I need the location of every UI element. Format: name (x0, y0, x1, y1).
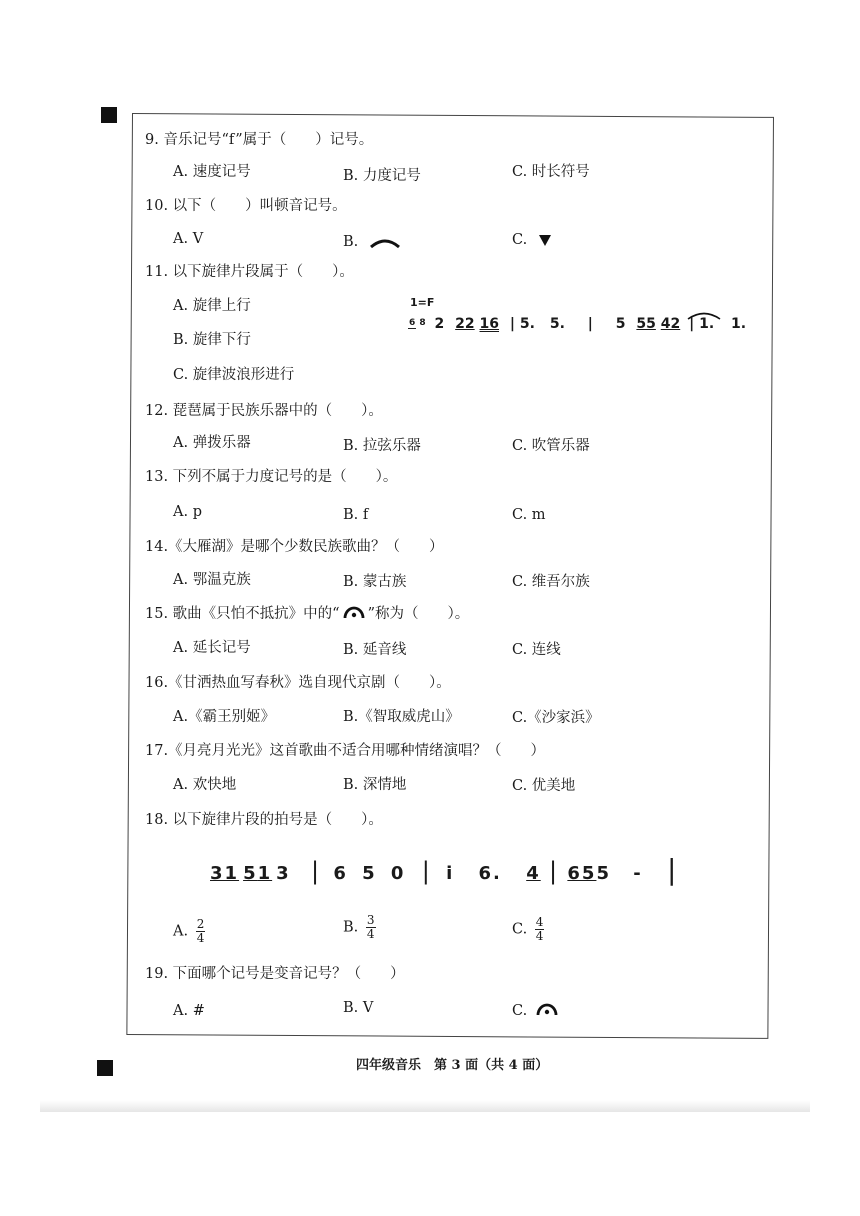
question-15-pre: 15. 歌曲《只怕不抵抗》中的“ (145, 606, 340, 622)
score-11-note: 55 (636, 316, 656, 332)
q15-option-c: C. 连线 (512, 642, 561, 658)
q16-option-a: A.《霸王别姬》 (173, 709, 276, 725)
q19-option-a: A. # (173, 1003, 205, 1019)
score-11-note: 2 (434, 316, 445, 332)
score-18-barline: | (549, 857, 560, 885)
score-11-note: 42 (660, 316, 681, 332)
q13-option-b: B. f (343, 507, 369, 523)
question-13: 13. 下列不属于力度记号的是（ ）。 (145, 469, 398, 485)
score-11-note: 5. (549, 316, 565, 332)
score-11-note: 5 (615, 316, 626, 332)
question-15-post: ”称为（ ）。 (367, 606, 470, 622)
question-19: 19. 下面哪个记号是变音记号？（ ） (145, 966, 405, 982)
q18-option-b (343, 914, 376, 941)
page-footer: 四年级音乐 第 3 面（共 4 面） (356, 1058, 549, 1073)
q18-option-a (173, 918, 205, 945)
fermata-icon (343, 605, 365, 619)
q17-option-b: B. 深情地 (343, 777, 407, 793)
q13-option-c: C. m (512, 507, 546, 523)
q17-option-a: A. 欢快地 (173, 777, 237, 793)
q14-option-c: C. 维吾尔族 (512, 574, 590, 590)
q9-option-c: C. 时长符号 (512, 164, 590, 180)
q15-option-a: A. 延长记号 (173, 640, 251, 656)
q19-option-b: B. V (343, 1000, 374, 1016)
question-10: 10. 以下（ ）叫顿音记号。 (145, 198, 347, 214)
scan-edge-shadow (40, 1100, 810, 1112)
score-11 (410, 296, 434, 309)
question-17: 17.《月亮月光光》这首歌曲不适合用哪种情绪演唱？（ ） (145, 743, 546, 759)
q18-option-a-label: A. (173, 923, 189, 940)
question-15 (145, 604, 469, 624)
q10-option-a: A. V (173, 231, 204, 247)
score-18-note: i (446, 863, 455, 884)
score-18-dash: - (633, 863, 643, 884)
q17-option-c: C. 优美地 (512, 778, 576, 794)
score-18-note: 5 (243, 863, 258, 884)
score-11-barline: | (509, 316, 516, 332)
q16-option-b: B.《智取威虎山》 (343, 709, 460, 725)
q11-option-a: A. 旋律上行 (173, 298, 251, 314)
score-18-barline: | (310, 857, 322, 885)
score-11-time-signature: 6 8 (409, 318, 426, 328)
score-11-barline: | (689, 316, 695, 332)
question-9: 9. 音乐记号“f”属于（ ）记号。 (145, 132, 374, 148)
q18-option-c-fraction: $\frac{4}{4}$ (535, 915, 544, 943)
q9-option-a: A. 速度记号 (173, 164, 251, 180)
q13-option-a: A. p (173, 504, 202, 520)
score-11-tie-icon (686, 310, 722, 320)
q10-option-c-label: C. (512, 232, 528, 248)
score-11-note: 5. (519, 316, 535, 332)
score-18 (210, 853, 679, 886)
q10-option-c (512, 230, 552, 250)
registration-mark-top (101, 107, 117, 123)
score-18-barline: | (421, 857, 432, 885)
score-18-note: 3 (276, 863, 291, 884)
q18-option-b-fraction: $\frac{3}{4}$ (366, 913, 375, 941)
q9-option-b: B. 力度记号 (343, 168, 421, 184)
score-11-note: 22 (455, 316, 475, 332)
q18-option-b-label: B. (343, 919, 359, 936)
score-18-note: 6. (478, 863, 502, 884)
score-11-note: 16 (479, 316, 500, 332)
q18-option-c-label: C. (512, 921, 528, 938)
score-18-note: 31 (210, 863, 240, 884)
score-18-barline: | (667, 853, 679, 886)
score-18-note: 1 (257, 863, 273, 884)
q14-option-b: B. 蒙古族 (343, 574, 407, 590)
q12-option-c: C. 吹管乐器 (512, 438, 590, 454)
q10-option-b (343, 232, 401, 252)
tenuto-arc-icon (369, 235, 401, 249)
q18-option-a-fraction: $\frac{2}{4}$ (196, 917, 205, 945)
question-16: 16.《甘洒热血写春秋》选自现代京剧（ ）。 (145, 675, 451, 691)
fermata-icon (536, 1002, 558, 1016)
staccatissimo-wedge-icon (538, 233, 552, 247)
score-18-note: 5 (596, 863, 611, 884)
q19-option-c-label: C. (512, 1003, 528, 1019)
q15-option-b: B. 延音线 (343, 642, 407, 658)
q19-option-c (512, 1001, 558, 1021)
score-11-note: 1. (699, 316, 715, 332)
q10-option-b-label: B. (343, 234, 359, 250)
q11-option-b: B. 旋律下行 (173, 332, 251, 348)
q18-option-c (512, 916, 544, 943)
score-11-note: 1. (731, 316, 747, 332)
question-11: 11. 以下旋律片段属于（ ）。 (145, 264, 354, 280)
score-11-key: 1=F (410, 296, 435, 309)
score-11-barline: | (587, 316, 593, 332)
q11-option-c: C. 旋律波浪形进行 (173, 367, 295, 383)
q14-option-a: A. 鄂温克族 (173, 572, 251, 588)
score-18-note: 6 5 0 (333, 863, 406, 884)
question-18: 18. 以下旋律片段的拍号是（ ）。 (145, 812, 383, 828)
score-18-note: 65 (567, 863, 597, 884)
q12-option-b: B. 拉弦乐器 (343, 438, 421, 454)
question-14: 14.《大雁湖》是哪个少数民族歌曲？（ ） (145, 539, 444, 555)
registration-mark-bottom (97, 1060, 113, 1076)
q12-option-a: A. 弹拨乐器 (173, 435, 251, 451)
q16-option-c: C.《沙家浜》 (512, 710, 600, 726)
score-18-note: 4 (526, 863, 541, 884)
question-12: 12. 琵琶属于民族乐器中的（ ）。 (145, 403, 383, 419)
